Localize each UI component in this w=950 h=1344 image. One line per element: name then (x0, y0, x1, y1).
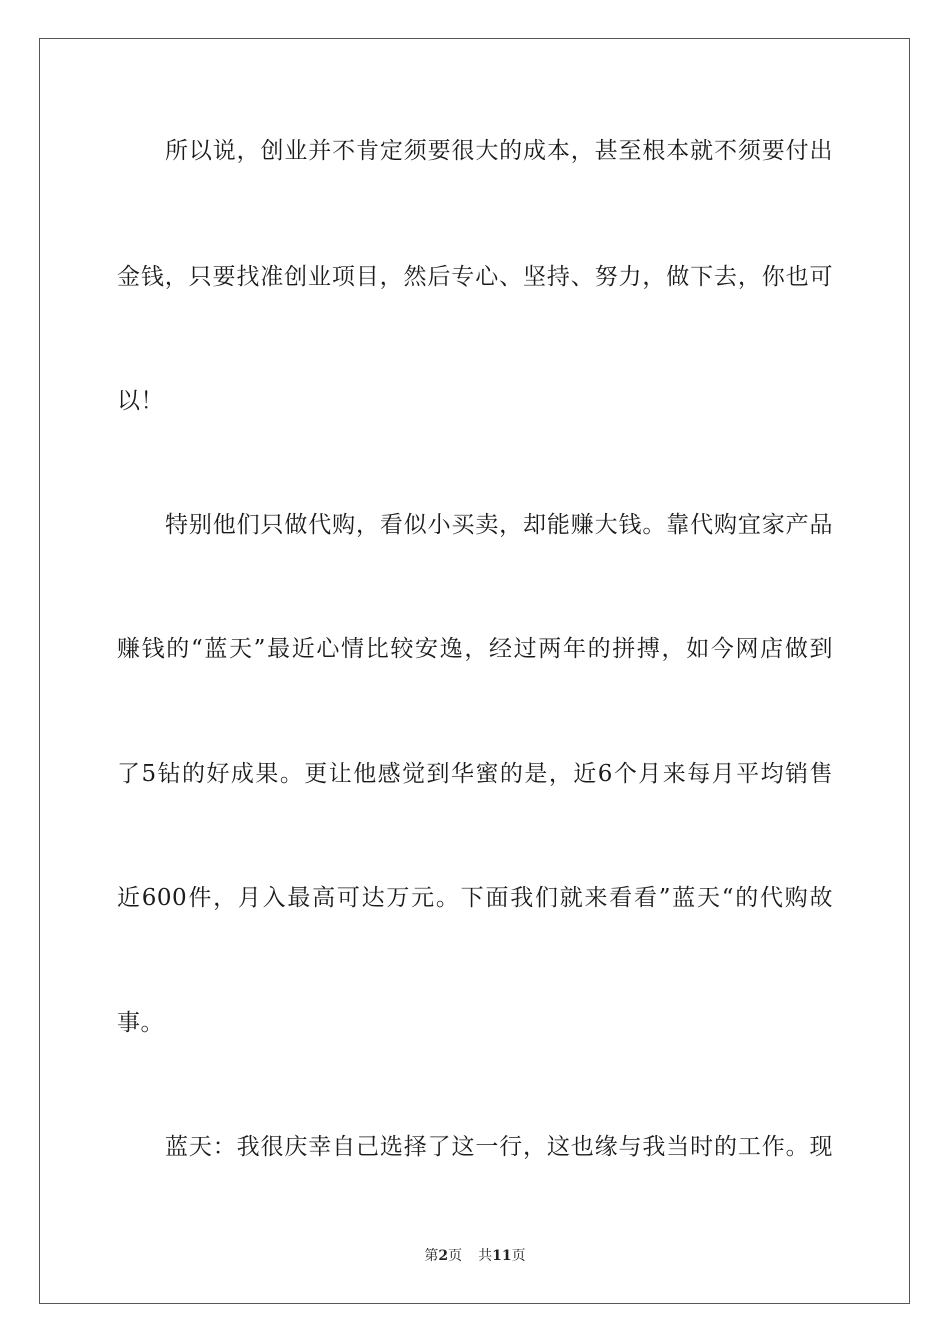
paragraph-1-line-3: 以！ (117, 388, 164, 414)
page-total (478, 1247, 525, 1265)
paragraph-2-line-4: 近600件，月入最高可达万元。下面我们就来看看”蓝天“的代购故 (117, 885, 833, 911)
paragraph-2-line-2: 赚钱的“蓝天”最近心情比较安逸，经过两年的拼搏，如今网店做到 (117, 636, 833, 662)
page-frame (39, 38, 910, 1304)
paragraph-1-line-1: 所以说，创业并不肯定须要很大的成本，甚至根本就不须要付出 (165, 138, 833, 164)
paragraph-2-line-5: 事。 (117, 1010, 164, 1036)
paragraph-2-line-1: 特别他们只做代购，看似小买卖，却能赚大钱。靠代购宜家产品 (165, 512, 833, 538)
total-count: 11 (492, 1248, 512, 1264)
paragraph-2-line-3: 了5钻的好成果。更让他感觉到华蜜的是，近6个月来每月平均销售 (117, 761, 833, 787)
page-number (424, 1247, 462, 1265)
total-suffix: 页 (511, 1248, 526, 1264)
total-prefix: 共 (478, 1248, 493, 1264)
page-prefix: 第 (424, 1248, 439, 1264)
paragraph-1-line-2: 金钱，只要找准创业项目，然后专心、坚持、努力，做下去，你也可 (117, 264, 833, 290)
paragraph-3-line-1: 蓝天：我很庆幸自己选择了这一行，这也缘与我当时的工作。现 (165, 1134, 833, 1160)
page-suffix: 页 (448, 1248, 463, 1264)
page-footer (0, 1247, 950, 1265)
page-current: 2 (438, 1248, 449, 1264)
